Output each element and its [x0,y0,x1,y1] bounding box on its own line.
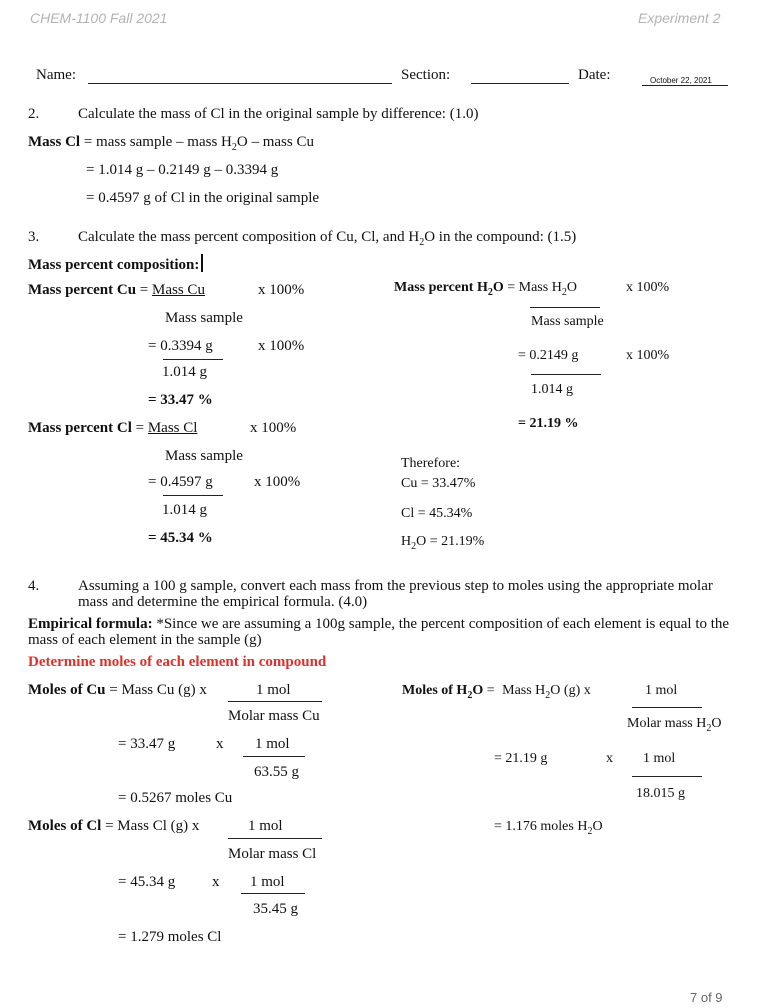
section-label: Section: [401,67,451,83]
cu-den: Mass sample [165,310,243,326]
date-value[interactable]: October 22, 2021 [650,76,712,85]
moles-h2o-val: = 21.19 g [494,751,548,766]
moles-cl-den: Molar mass Cl [228,846,317,862]
moles-cu-x: x [216,736,224,752]
cu-val-num: = 0.3394 g [148,338,213,354]
moles-cl-result: = 1.279 moles Cl [118,929,222,945]
q2-number: 2. [28,106,40,122]
q2-bold: Mass Cl [28,134,81,150]
moles-cu-num: 1 mol [256,682,291,698]
moles-cu-val-den: 63.55 g [254,764,299,780]
moles-cl-val: = 45.34 g [118,874,176,890]
mass-percent-h2o-label: Mass percent $H_2O$ = Mass $H_2O$ [394,280,577,298]
therefore-cu: Cu = 33.47% [401,476,476,491]
h2o-den: Mass sample [531,314,604,329]
cl-den: Mass sample [165,448,243,464]
moles-h2o-x: x [606,751,613,766]
moles-h2o-label: Moles of $H_2O$ = Mass $H_2O$ (g) x [402,683,591,701]
moles-cl-bar-1 [228,838,322,839]
h2o-val-den: 1.014 g [531,382,573,397]
q2-equation: Mass Cl = mass sample – mass $H_2O$ – mass Cu [28,134,314,153]
q4-prompt: Assuming a 100 g sample, convert each mass from the previous step to moles using the appropriate molar mass and determine the empirical formula. (4.0) [78,578,713,610]
moles-cu-label: Moles of Cu = Mass Cu (g) x [28,682,207,698]
cl-result: = 45.34 % [148,530,213,546]
h2o-result: = 21.19 % [518,416,579,431]
section-field-line[interactable] [471,83,569,84]
cu-val-den: 1.014 g [162,364,207,380]
moles-h2o-bar-2 [632,776,702,777]
moles-h2o-val-num: 1 mol [643,751,676,766]
cl-val-den: 1.014 g [162,502,207,518]
moles-h2o-bar-1 [632,707,702,708]
experiment-header: Experiment 2 [638,10,721,26]
h2o-val-num: = 0.2149 g [518,348,579,363]
q4-number: 4. [28,578,40,594]
date-field-line [642,85,728,86]
moles-cl-val-num: 1 mol [250,874,285,890]
moles-cu-bar-2 [243,756,305,757]
name-field-line[interactable] [88,83,392,84]
moles-cu-result: = 0.5267 moles Cu [118,790,233,806]
cl-x100: x 100% [250,420,297,436]
moles-cu-den: Molar mass Cu [228,708,320,724]
moles-h2o-num: 1 mol [645,683,678,698]
cl-val-x100: x 100% [254,474,301,490]
text-cursor [201,254,203,272]
moles-cl-bar-2 [241,893,305,894]
q2-prompt: Calculate the mass of Cl in the original sample by difference: (1.0) [78,106,479,122]
h2o-val-x100: x 100% [626,348,670,363]
h2o-fraction-bar-2 [531,374,601,375]
moles-cu-val: = 33.47 g [118,736,176,752]
cl-fraction-bar [163,495,223,496]
therefore-h2o: $H_2O = 21.19\%$ [401,534,485,552]
moles-cu-val-num: 1 mol [255,736,290,752]
cu-val-x100: x 100% [258,338,305,354]
q2-line2: = 0.4597 g of Cl in the original sample [86,190,320,206]
q3-prompt: Calculate the mass percent composition of Cu, Cl, and $H_2O$ in the compound: (1.5) [78,229,577,248]
q3-number: 3. [28,229,40,245]
mass-percent-cu-label: Mass percent Cu = Mass Cu [28,282,205,298]
cu-fraction-bar [163,359,223,360]
course-header: CHEM-1100 Fall 2021 [30,10,168,26]
therefore-cl: Cl = 45.34% [401,506,473,521]
moles-h2o-val-den: 18.015 g [636,786,685,801]
moles-cu-bar-1 [228,701,322,702]
cu-x100: x 100% [258,282,305,298]
moles-h2o-result: = 1.176 moles $H_2O$ [494,819,603,837]
empirical-formula-note: Empirical formula: *Since we are assuming a 100g sample, the percent composition of each element is equal to the mass of each element in the sample (g) [28,616,730,648]
moles-cl-x: x [212,874,220,890]
moles-cl-val-den: 35.45 g [253,901,298,917]
moles-cl-label: Moles of Cl = Mass Cl (g) x [28,818,200,834]
cl-val-num: = 0.4597 g [148,474,213,490]
name-label: Name: [36,67,76,83]
q3-heading: Mass percent composition: [28,254,203,274]
page-number: 7 of 9 [690,990,723,1005]
cu-result: = 33.47 % [148,392,213,408]
moles-cl-num: 1 mol [248,818,283,834]
h2o-fraction-bar-1 [530,307,600,308]
h2o-x100: x 100% [626,280,670,295]
moles-h2o-den: Molar mass $H_2O$ [627,716,722,734]
therefore-title: Therefore: [401,456,461,471]
q2-line1: = 1.014 g – 0.2149 g – 0.3394 g [86,162,279,178]
moles-heading: Determine moles of each element in compound [28,654,327,670]
date-label: Date: [578,67,611,83]
mass-percent-cl-label: Mass percent Cl = Mass Cl [28,420,198,436]
